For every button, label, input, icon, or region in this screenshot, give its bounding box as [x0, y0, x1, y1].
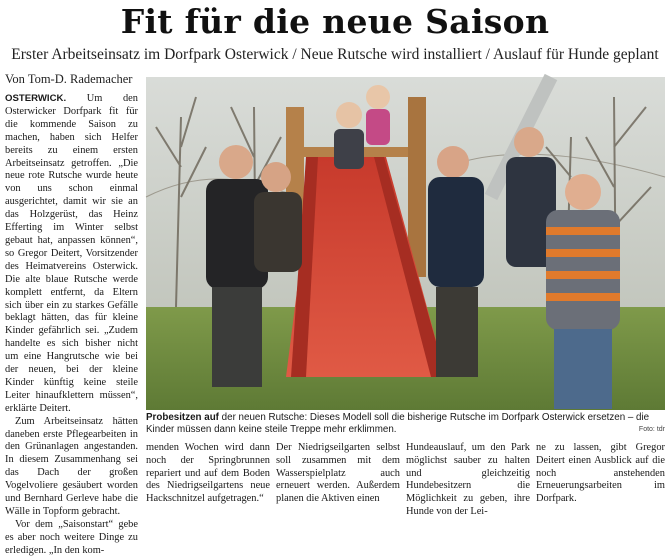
photo-illustration	[146, 77, 665, 410]
caption-lead: Probesitzen auf	[146, 412, 219, 423]
dateline: OSTERWICK.	[5, 93, 67, 104]
subheadline: Erster Arbeitseinsatz im Dorfpark Osterwick / Neue Rutsche wird installiert / Auslauf für Hunde geplant	[11, 46, 659, 63]
photo-caption	[146, 412, 665, 437]
bottom-column-2: Der Niedrigseilgarten selbst soll zusammen mit dem Wasserspielplatz auch erneuert werden. Außerdem planen die Aktiven einen	[276, 442, 400, 505]
photo-credit: Foto: tdr	[638, 426, 665, 433]
article-paragraph	[5, 93, 138, 416]
article-paragraph: Zum Arbeitseinsatz hätten daneben erste Pflegearbeiten in den Grünanlagen angestanden. In diesem Zusammenhang sei das Dach der großen Vogelvoliere gesäubert worden und Bernhard Gerleve habe die Wälle in Topform gebracht.	[5, 415, 138, 517]
article-paragraph: Vor dem „Saisonstart“ gebe es aber noch weitere Dinge zu erledigen. „In den kom-	[5, 518, 138, 556]
byline: Von Tom-D. Rademacher	[5, 72, 133, 86]
paragraph-text: Um den Osterwicker Dorfpark fit für die kommende Saison zu machen, haben sich Helfer bereits zu einem ersten Arbeitseinsatz getroffen. „Die neue rote Rutsche wurde heute von uns schon einmal ausgerichtet, damit wir sie an das Holzgerüst, das Heinz Efferting im Winter selbst gebaut hat, anpassen können“, so Gregor Deitert, Vorsitzender des Heimatvereins Osterwick. Die alte blaue Rutsche werde komplett entfernt, da Eltern sich über ein zu starkes Gefälle beklagt hätten, das für kleine Kinder gefährlich sei. „Zudem handelte es sich bisher nicht um eine Hangrutsche wie bei der neuen, bei der kleine Kinder künftig keine steile Leiter hinaufklettern müssen“, erklärte Deitert.	[5, 93, 138, 414]
bottom-column-3: Hundeauslauf, um den Park möglichst sauber zu halten und gleichzeitig Hundebesitzern die Möglichkeit zu geben, ihre Hunde von der Lei-	[406, 442, 530, 517]
headline: Fit für die neue Saison	[120, 2, 550, 41]
article-body-column	[5, 93, 138, 556]
caption-text: der neuen Rutsche: Dieses Modell soll die bisherige Rutsche im Dorfpark Osterwick ersetzen – die Kinder müssen dann keine steile Treppe mehr erklimmen.	[146, 412, 650, 436]
bottom-column-4: ne zu lassen, gibt Gregor Deitert einen Ausblick auf die noch anstehenden Erneuerungsarbeiten im Dorfpark.	[536, 442, 665, 505]
bottom-column-1: menden Wochen wird dann noch der Springbrunnen repariert und auf dem Boden des Niedrigseilgartens neue Hackschnitzel aufgetragen.“	[146, 442, 270, 505]
article-photo	[146, 77, 665, 410]
